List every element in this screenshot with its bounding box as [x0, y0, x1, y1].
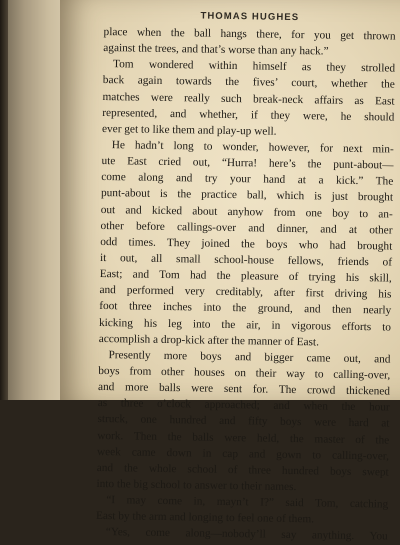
text-line: foot three inches into the ground, and then nearly [99, 300, 392, 317]
text-line: Tom wondered within himself as they strolled [112, 58, 396, 75]
text-line: week came down in cap and gown to calling-over, [96, 445, 390, 463]
text-line: place when the ball hangs there, for you get thrown [103, 25, 396, 43]
text-line: punt-about is the practice ball, which is just brought [100, 187, 394, 204]
text-line: boys from other houses on their way to calling-over, [98, 364, 391, 382]
text-line: East by the arm and longing to feel one of them. [95, 510, 315, 526]
text-line: accomplish a drop-kick after the manner of East. [98, 332, 320, 349]
text-line: kicking his leg into the air, in vigorous efforts to [98, 316, 392, 334]
text-line: Presently more boys and bigger came out, and [108, 348, 391, 366]
book-page [60, 0, 400, 543]
text-line: against the trees, and that’s worse than any hack.” [103, 42, 329, 58]
text-line: odd times. They joined the boys who had brought [100, 235, 393, 253]
text-line: ute East cried out, “Hurra! here’s the punt-about— [101, 155, 394, 172]
text-line: come along and try your hand at a kick.” The [101, 171, 394, 188]
text-line: matches were really such break-neck affairs as East [102, 90, 395, 108]
body-text [96, 24, 396, 545]
text-line: other before callings-over and dinner, and at other [100, 219, 393, 237]
text-line: and the whole school of three hundred boys swept [96, 461, 389, 479]
text-line: East; and Tom had the pleasure of trying his skill, [99, 268, 392, 285]
text-line: He hadn’t long to wonder, however, for next min- [111, 139, 394, 156]
text-line: “Yes, come along—nobody’ll say anything. You [105, 526, 388, 543]
text-line: and more balls were sent for. The crowd thickened [97, 381, 391, 398]
text-line: it out, all small school-house fellows, friends of [99, 251, 393, 269]
text-line: work. Then the balls were held, the master of the [97, 429, 390, 447]
book-spine-edge [0, 0, 8, 400]
running-head: THOMAS HUGHES [200, 10, 300, 24]
text-line: “I may come in, mayn’t I?” said Tom, catching [106, 494, 389, 511]
text-line: and performed very creditably, after first driving his [99, 284, 392, 301]
text-line: as three o’clock approached; and when the hour [97, 397, 390, 414]
text-line: into the big school to answer to their names. [96, 477, 297, 494]
page-content [95, 6, 396, 543]
text-line: represented, and whether, if they were, he should [102, 106, 395, 124]
text-line: out and kicked about anyhow from one boy to an- [100, 203, 393, 221]
text-line: ever get to like them and play-up well. [101, 122, 277, 138]
text-line: back again towards the fives’ court, whether the [102, 74, 395, 91]
text-line: struck, one hundred and fifty boys were hard at [97, 413, 390, 430]
